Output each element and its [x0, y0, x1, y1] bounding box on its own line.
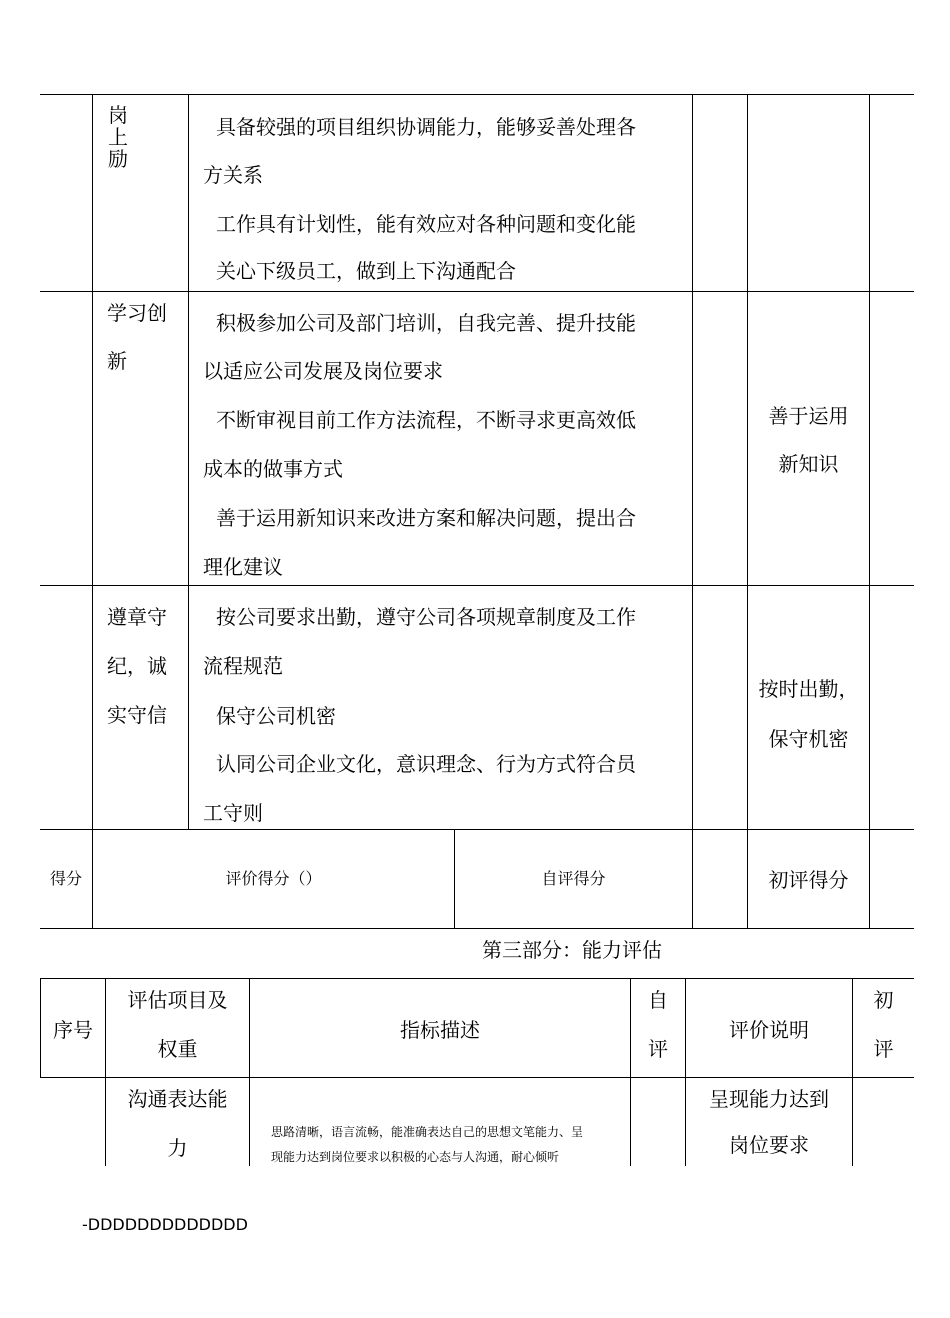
initial-score: 初评得分: [768, 868, 849, 892]
description-line: 积极参加公司及部门培训，自我完善、提升技能: [216, 311, 636, 335]
header-item: 权重: [157, 1037, 198, 1061]
remark-cell: 按时出勤，: [758, 677, 859, 701]
description-line: 成本的做事方式: [203, 457, 343, 481]
remark-cell: 保守机密: [768, 727, 849, 751]
desc-line: 现能力达到岗位要求以积极的心态与人沟通，耐心倾听: [271, 1150, 560, 1164]
header-no: 序号: [53, 1018, 93, 1042]
category-cell: 实守信: [107, 703, 167, 727]
description-line: 工作具有计划性，能有效应对各种问题和变化能: [216, 212, 636, 236]
remark-cell: 善于运用: [768, 404, 849, 428]
description-line: 具备较强的项目组织协调能力，能够妥善处理各: [216, 115, 636, 139]
description-line: 工守则: [203, 801, 263, 825]
category-cell: 纪，诚: [107, 654, 167, 678]
header-explain: 评价说明: [729, 1018, 809, 1042]
page-footer: -DDDDDDDDDDDDD: [82, 1215, 248, 1234]
description-line: 善于运用新知识来改进方案和解决问题，提出合: [216, 506, 636, 530]
remark-cell: 新知识: [778, 452, 839, 476]
header-item: 评估项目及: [127, 988, 228, 1012]
explain-cell: 岗位要求: [729, 1133, 809, 1157]
score-label: 得分: [49, 869, 82, 888]
description-line: 流程规范: [203, 654, 283, 678]
header-self: 自: [648, 988, 668, 1012]
description-line: 不断审视目前工作方法流程，不断寻求更高效低: [216, 408, 636, 432]
description-line: 按公司要求出勤，遵守公司各项规章制度及工作: [216, 605, 636, 629]
category-cell: 遵章守: [107, 605, 167, 629]
category-cell: 新: [107, 349, 127, 373]
header-initial: 初: [873, 988, 894, 1012]
description-line: 以适应公司发展及岗位要求: [203, 359, 443, 383]
header-self: 评: [648, 1037, 668, 1061]
evaluation-score: 评价得分（）: [225, 869, 322, 888]
header-desc: 指标描述: [400, 1018, 480, 1042]
category-cell: 岗上励: [108, 103, 128, 171]
explain-cell: 呈现能力达到: [709, 1087, 829, 1111]
item-cell: 力: [167, 1136, 188, 1160]
item-cell: 沟通表达能: [127, 1087, 228, 1111]
description-line: 关心下级员工，做到上下沟通配合: [216, 259, 516, 283]
header-initial: 评: [873, 1037, 894, 1061]
description-line: 理化建议: [203, 555, 283, 579]
description-line: 保守公司机密: [216, 704, 336, 728]
category-cell: 学习创: [107, 301, 167, 325]
description-line: 认同公司企业文化，意识理念、行为方式符合员: [216, 752, 636, 776]
description-line: 方关系: [203, 163, 263, 187]
self-score: 自评得分: [541, 869, 606, 888]
section-title: 第三部分：能力评估: [482, 938, 662, 962]
desc-line: 思路清晰，语言流畅，能准确表达自己的思想文笔能力、呈: [271, 1125, 584, 1139]
